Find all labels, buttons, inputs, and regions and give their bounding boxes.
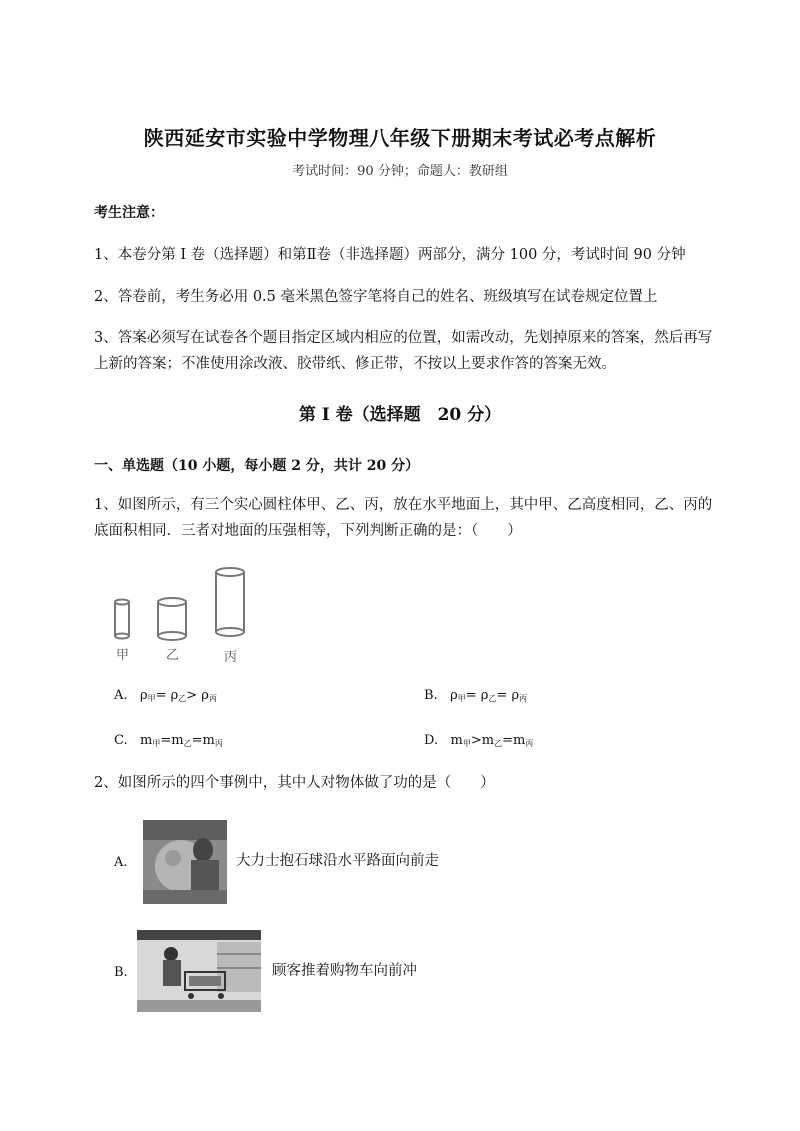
q2-option-a-label[interactable]: A. bbox=[114, 855, 128, 870]
q1-option-b[interactable]: B. $\rho_甲= \rho_乙= \rho_丙$ bbox=[424, 688, 528, 703]
notice-heading: 考生注意： bbox=[94, 205, 164, 221]
q1-option-d[interactable]: D. $m_甲>m_乙=m_丙$ bbox=[424, 733, 534, 748]
notice-item-2: 2、答卷前，考生务必用 0.5 毫米黑色签字笔将自己的姓名、班级填写在试卷规定位置上 bbox=[94, 289, 658, 305]
cylinder-jia-bottom bbox=[115, 634, 129, 639]
label-bing: 丙 bbox=[224, 650, 238, 665]
shopping-cart-image bbox=[137, 930, 261, 1012]
cylinder-jia-top bbox=[115, 600, 129, 605]
notice-item-1: 1、本卷分第 I 卷（选择题）和第Ⅱ卷（非选择题）两部分，满分 100 分，考试时间 90 分钟 bbox=[94, 247, 686, 263]
notice-item-3: 3、答案必须写在试卷各个题目指定区域内相应的位置，如需改动，先划掉原来的答案，然后再写上新的答案；不准使用涂改液、胶带纸、修正带，不按以上要求作答的答案无效。 bbox=[94, 330, 713, 372]
section-title: 第 I 卷（选择题 20 分） bbox=[298, 405, 502, 425]
q2-option-b-text: 顾客推着购物车向前冲 bbox=[272, 963, 417, 979]
cylinder-yi-top bbox=[158, 598, 186, 606]
q2-option-a-text: 大力士抱石球沿水平路面向前走 bbox=[236, 853, 439, 869]
cylinder-yi-bottom bbox=[158, 632, 186, 640]
q1-option-a[interactable]: A. $\rho_甲= \rho_乙> \rho_丙$ bbox=[114, 688, 217, 703]
page-title: 陕西延安市实验中学物理八年级下册期末考试必考点解析 bbox=[143, 126, 657, 150]
q1-option-c[interactable]: C. $m_甲=m_乙=m_丙$ bbox=[114, 733, 223, 748]
cylinder-bing-bottom bbox=[216, 628, 244, 636]
cylinders-figure bbox=[100, 560, 270, 664]
shopping-cart-photo bbox=[137, 930, 261, 1012]
question-type-heading: 一、单选题（10 小题，每小题 2 分，共计 20 分） bbox=[94, 458, 420, 474]
label-jia: 甲 bbox=[116, 648, 130, 663]
q2-option-b-label[interactable]: B. bbox=[114, 965, 128, 980]
question-2-stem: 2、如图所示的四个事例中，其中人对物体做了功的是（ ） bbox=[94, 775, 495, 791]
question-1-stem: 1、如图所示，有三个实心圆柱体甲、乙、丙，放在水平地面上，其中甲、乙高度相同，乙、丙的底面积相同．三者对地面的压强相等，下列判断正确的是：（ ） bbox=[94, 497, 713, 539]
exam-info: 考试时间：90 分钟；命题人：教研组 bbox=[292, 164, 508, 179]
strongman-photo bbox=[143, 820, 227, 904]
strongman-image bbox=[143, 820, 227, 904]
cylinder-bing-top bbox=[216, 568, 244, 576]
label-yi: 乙 bbox=[166, 648, 180, 663]
